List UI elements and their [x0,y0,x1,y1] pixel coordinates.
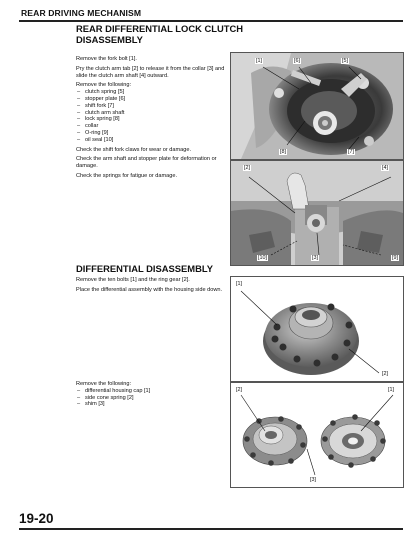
page-number: 19-20 [19,511,54,526]
header-rule [19,20,403,22]
s1-step-pry-tab: Pry the clutch arm tab [2] to release it from the collar [3] and slide the clutch arm shaft [4] outward. [76,65,225,79]
s2-step-remove-bolts: Remove the ten bolts [1] and the ring gear [2]. [76,277,190,283]
list-item: – shim [3] [76,401,228,408]
s1-remove-following: Remove the following: [76,82,132,89]
figure-housing-cap-parts [230,382,404,488]
list-item: – stopper plate [6] [76,96,228,103]
callout-1: [1] [388,387,394,393]
housing-cap-illustration [231,383,403,487]
section2-body [76,277,228,294]
callout-5: [5] [342,58,348,64]
list-item: – differential housing cap [1] [76,388,228,395]
figure-differential-assembly [230,276,404,382]
callout-8: [8] [280,149,286,155]
list-item: – lock spring [8] [76,116,228,123]
callout-4: [4] [382,165,388,171]
s1-check-springs: Check the springs for fatigue or damage. [76,172,178,179]
list-item: – O-ring [9] [76,130,228,137]
figure-clutch-housing [230,52,404,160]
list-item: – shift fork [7] [76,103,228,110]
section2-title: DIFFERENTIAL DISASSEMBLY [76,263,213,274]
callout-6: [6] [294,58,300,64]
clutch-arm-illustration [231,161,403,265]
callout-2: [2] [382,371,388,377]
s2-parts-list [76,388,228,408]
s2-remove-following: Remove the following: [76,381,132,387]
s1-check-shaft: Check the arm shaft and stopper plate for deformation or damage. [76,156,217,170]
callout-10: [10] [258,255,267,261]
s2-step-place-assembly: Place the differential assembly with the housing side down. [76,286,223,293]
list-item: – collar [76,123,228,130]
s1-check-fork: Check the shift fork claws for wear or damage. [76,146,192,153]
list-item: – side cone spring [2] [76,395,228,402]
callout-3: [3] [312,255,318,261]
footer-rule [19,528,403,530]
section2-remove-body [76,381,228,408]
list-item: – clutch arm shaft [76,110,228,117]
callout-7: [7] [348,149,354,155]
callout-3: [3] [310,477,316,483]
callout-9: [9] [392,255,398,261]
figure-clutch-arm [230,160,404,266]
callout-2: [2] [244,165,250,171]
section1-title [76,24,243,45]
section1-title-line1: REAR DIFFERENTIAL LOCK CLUTCH [76,23,244,34]
callout-1: [1] [256,58,262,64]
list-item: – clutch spring [5] [76,89,228,96]
s1-parts-list [76,89,228,143]
callout-2: [2] [236,387,242,393]
differential-assembly-illustration [231,277,403,381]
section1-body [76,56,228,180]
s1-step-remove-bolt: Remove the fork bolt [1]. [76,56,137,62]
section1-title-line2: DISASSEMBLY [76,33,143,45]
section-header: REAR DRIVING MECHANISM [21,8,142,18]
clutch-housing-illustration [231,53,403,159]
list-item: – oil seal [10] [76,137,228,144]
callout-1: [1] [236,281,242,287]
